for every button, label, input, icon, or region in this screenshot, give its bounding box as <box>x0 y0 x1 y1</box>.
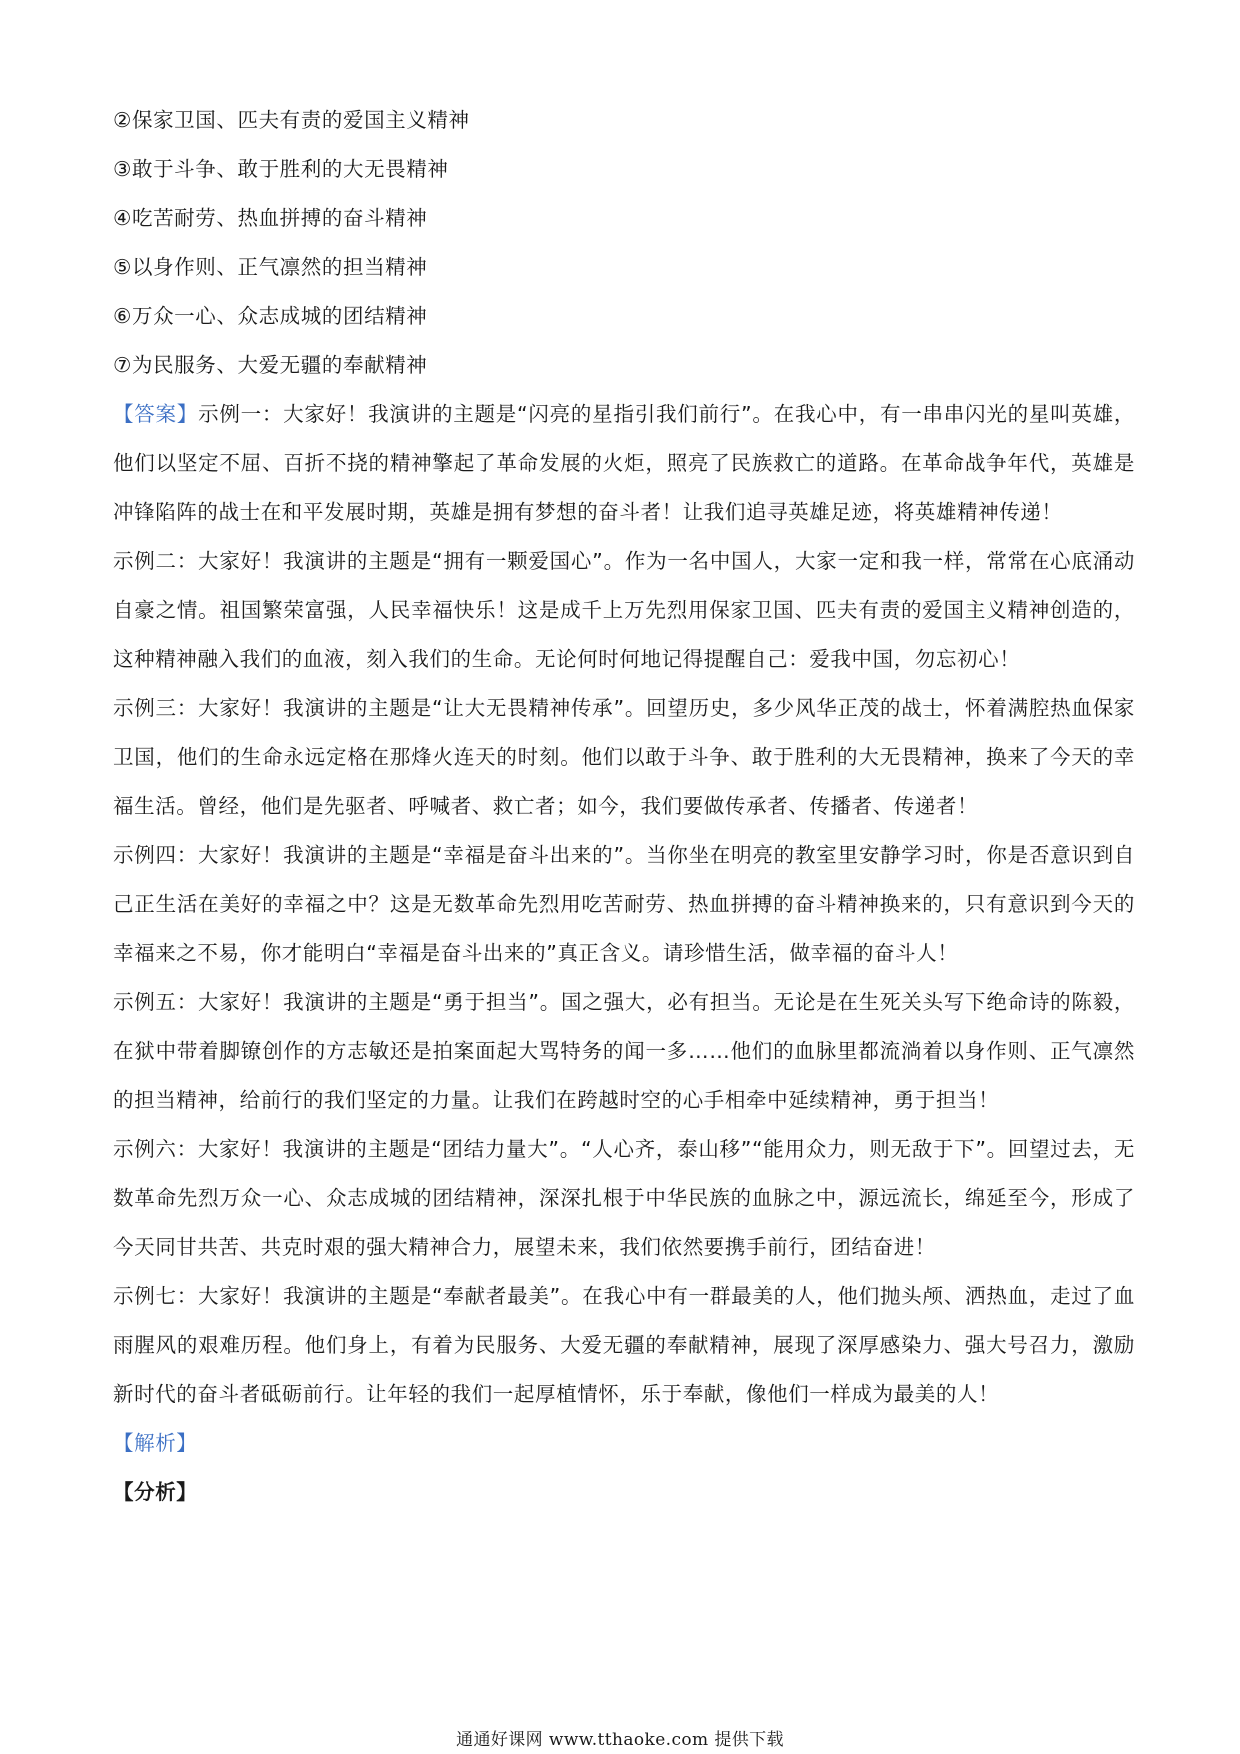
answer-example-1-text: 示例一：大家好！我演讲的主题是“闪亮的星指引我们前行”。在我心中，有一串串闪光的星叫英雄，他们以坚定不屈、百折不挠的精神擎起了革命发展的火炬，照亮了民族救亡的道路。在革命战争年代，英雄是冲锋陷阵的战士在和平发展时期，英雄是拥有梦想的奋斗者！让我们追寻英雄足迹，将英雄精神传递！ <box>113 402 1135 524</box>
answer-example-5: 示例五：大家好！我演讲的主题是“勇于担当”。国之强大，必有担当。无论是在生死关头写下绝命诗的陈毅，在狱中带着脚镣创作的方志敏还是拍案面起大骂特务的闻一多……他们的血脉里都流淌着以身作则、正气凛然的担当精神，给前行的我们坚定的力量。让我们在跨越时空的心手相牵中延续精神，勇于担当！ <box>113 990 1135 1112</box>
spirit-item: ⑤以身作则、正气凛然的担当精神 <box>113 255 428 279</box>
fenxi-heading: 【分析】 <box>113 1480 198 1504</box>
answer-example-3: 示例三：大家好！我演讲的主题是“让大无畏精神传承”。回望历史，多少风华正茂的战士，怀着满腔热血保家卫国，他们的生命永远定格在那烽火连天的时刻。他们以敢于斗争、敢于胜利的大无畏精神，换来了今天的幸福生活。曾经，他们是先驱者、呼喊者、救亡者；如今，我们要做传承者、传播者、传递者！ <box>113 696 1135 818</box>
answer-example-2: 示例二：大家好！我演讲的主题是“拥有一颗爱国心”。作为一名中国人，大家一定和我一样，常常在心底涌动自豪之情。祖国繁荣富强，人民幸福快乐！这是成千上万先烈用保家卫国、匹夫有责的爱国主义精神创造的，这种精神融入我们的血液，刻入我们的生命。无论何时何地记得提醒自己：爱我中国，勿忘初心！ <box>113 549 1135 671</box>
analysis-tag: 【解析】 <box>113 1431 198 1455</box>
answer-tag: 【答案】 <box>113 402 199 426</box>
spirit-item: ③敢于斗争、敢于胜利的大无畏精神 <box>113 157 449 181</box>
answer-example-6: 示例六：大家好！我演讲的主题是“团结力量大”。“人心齐，泰山移”“能用众力，则无敌于下”。回望过去，无数革命先烈万众一心、众志成城的团结精神，深深扎根于中华民族的血脉之中，源远流长，绵延至今，形成了今天同甘共苦、共克时艰的强大精神合力，展望未来，我们依然要携手前行，团结奋进！ <box>113 1137 1135 1259</box>
spirit-item: ④吃苦耐劳、热血拼搏的奋斗精神 <box>113 206 428 230</box>
answer-example-7: 示例七：大家好！我演讲的主题是“奉献者最美”。在我心中有一群最美的人，他们抛头颅、洒热血，走过了血雨腥风的艰难历程。他们身上，有着为民服务、大爱无疆的奉献精神，展现了深厚感染力、强大号召力，激励新时代的奋斗者砥砺前行。让年轻的我们一起厚植情怀，乐于奉献，像他们一样成为最美的人！ <box>113 1284 1135 1406</box>
page-footer: 通通好课网 www.tthaoke.com 提供下载 <box>456 1730 784 1750</box>
spirit-item: ⑦为民服务、大爱无疆的奉献精神 <box>113 353 428 377</box>
spirit-item: ②保家卫国、匹夫有责的爱国主义精神 <box>113 108 470 132</box>
spirit-item: ⑥万众一心、众志成城的团结精神 <box>113 304 428 328</box>
analysis-heading <box>113 1419 1135 1468</box>
answer-example-4: 示例四：大家好！我演讲的主题是“幸福是奋斗出来的”。当你坐在明亮的教室里安静学习时，你是否意识到自己正生活在美好的幸福之中？这是无数革命先烈用吃苦耐劳、热血拼搏的奋斗精神换来的，只有意识到今天的幸福来之不易，你才能明白“幸福是奋斗出来的”真正含义。请珍惜生活，做幸福的奋斗人！ <box>113 843 1135 965</box>
answer-example-1 <box>113 390 1135 537</box>
document-page <box>113 96 1135 1517</box>
